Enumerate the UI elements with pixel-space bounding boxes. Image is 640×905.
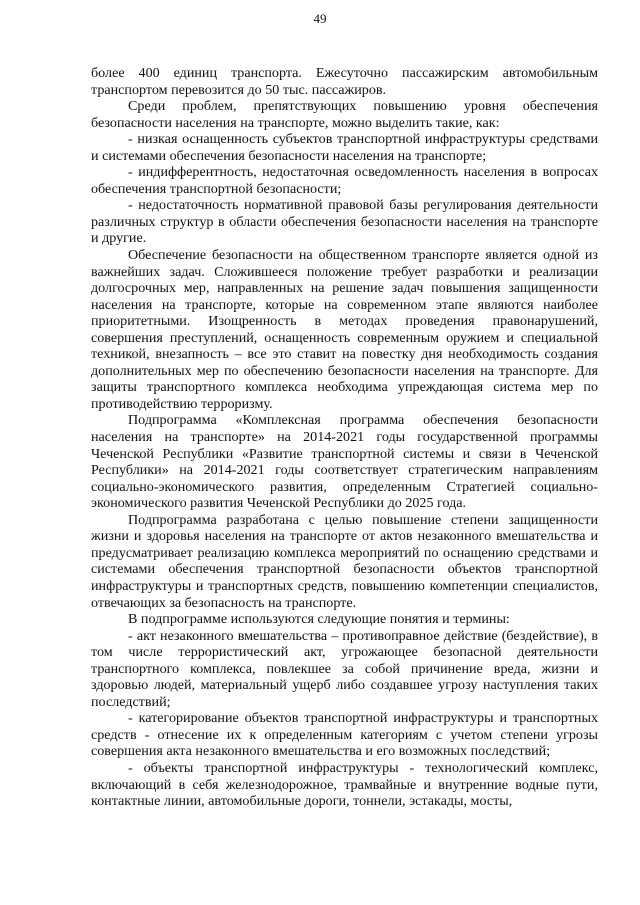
page-number: 49 — [313, 11, 327, 26]
paragraph-problems-intro: Среди проблем, препятствующих повышению уровня обеспечения безопасности населения на транспорте, можно выделить такие, как: — [91, 98, 598, 131]
list-item-low-equipment: - низкая оснащенность субъектов транспортной инфраструктуры средствами и системами обеспечения безопасности населения на транспорте; — [91, 131, 598, 164]
paragraph-continued: более 400 единиц транспорта. Ежесуточно пассажирским автомобильным транспортом перевозится до 50 тыс. пассажиров. — [91, 65, 598, 98]
paragraph-subprogram-goal: Подпрограмма разработана с целью повышение степени защищенности жизни и здоровья населения на транспорте от актов незаконного вмешательства и предусматривает реализацию комплекса мероприятий по оснащению средствами и системами обеспечения транспортной безопасности объектов транспортной инфраструктуры и транспортных средств, повышению компетенции специалистов, отвечающих за безопасность на транспорте. — [91, 511, 598, 611]
document-body — [91, 65, 598, 810]
term-infrastructure-objects: - объекты транспортной инфраструктуры - технологический комплекс, включающий в себя железнодорожное, трамвайные и внутренние водные пути, контактные линии, автомобильные дороги, тоннели, эстакады, мосты, — [91, 759, 598, 810]
paragraph-subprogram-strategy: Подпрограмма «Комплексная программа обеспечения безопасности населения на транспорте» на 2014-2021 годы государственной программы Чеченской Республики «Развитие транспортной системы и связи в Чеченской Республики» на 2014-2021 годы соответствует стратегическим направлениям социально-экономического развития, определенным Стратегией социально-экономического развития Чеченской Республики до 2025 года. — [91, 412, 598, 512]
paragraph-terms-intro: В подпрограмме используются следующие понятия и термины: — [128, 611, 510, 628]
list-item-regulatory-gap: - недостаточность нормативной правовой базы регулирования деятельности различных структур в области обеспечения безопасности населения на транспорте и другие. — [91, 197, 598, 247]
paragraph-security-task: Обеспечение безопасности на общественном транспорте является одной из важнейших задач. Сложившееся положение требует разработки и реализации долгосрочных мер, направленных на решение задач повышения защищенности населения на транспорте, которые на современном этапе являются наиболее приоритетными. Изощренность в методах проведения правонарушений, совершения преступлений, оснащенность современным оружием и специальной техникой, внезапность – все это ставит на повестку дня необходимость создания дополнительных мер по обеспечению безопасности населения на транспорте. Для защиты транспортного комплекса необходима упреждающая система мер по противодействию терроризму. — [91, 247, 598, 412]
term-categorization: - категорирование объектов транспортной инфраструктуры и транспортных средств - отнесение их к определенным категориям с учетом степени угрозы совершения акта незаконного вмешательства и его возможных последствий; — [91, 710, 598, 760]
term-unlawful-interference: - акт незаконного вмешательства – противоправное действие (бездействие), в том числе террористический акт, угрожающее безопасной деятельности транспортного комплекса, повлекшее за собой причинение вреда, жизни и здоровью людей, материальный ущерб либо создавшее угрозу наступления таких последствий; — [91, 627, 598, 710]
list-item-indifference: - индифферентность, недостаточная осведомленность населения в вопросах обеспечения транспортной безопасности; — [91, 164, 598, 197]
